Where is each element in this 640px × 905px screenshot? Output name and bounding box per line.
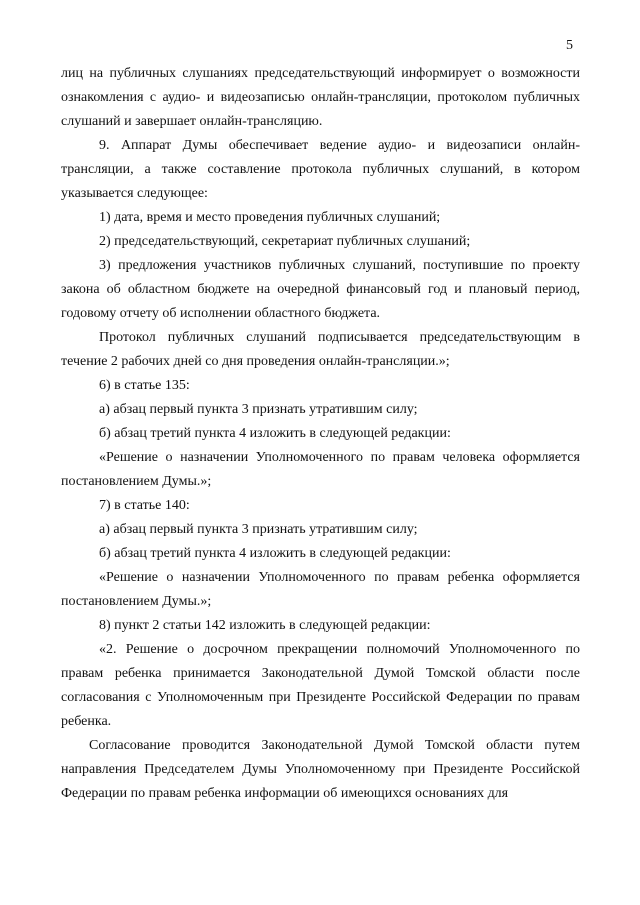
paragraph-1: лиц на публичных слушаниях председательствующий информирует о возможности ознакомления с аудио- и видеозаписью онлайн-трансляции, протоколом публичных слушаний и завершает онлайн-трансляцию. — [61, 66, 580, 129]
article-140-item-b: б) абзац третий пункта 4 изложить в следующей редакции: — [99, 546, 451, 561]
list-item-3: 3) предложения участников публичных слушаний, поступившие по проекту закона об областном бюджете на очередной финансовый год и плановый период, годовому отчету об исполнении областного бюджета. — [61, 258, 580, 321]
paragraph-2: 9. Аппарат Думы обеспечивает ведение аудио- и видеозаписи онлайн-трансляции, а также составление протокола публичных слушаний, в котором указывается следующее: — [61, 138, 580, 201]
article-140-quote: «Решение о назначении Уполномоченного по правам ребенка оформляется постановлением Думы.»; — [61, 570, 580, 609]
article-135-quote: «Решение о назначении Уполномоченного по правам человека оформляется постановлением Думы.»; — [61, 450, 580, 489]
list-item-1: 1) дата, время и место проведения публичных слушаний; — [99, 210, 441, 225]
agreement-paragraph: Согласование проводится Законодательной Думой Томской области путем направления Председателем Думы Уполномоченному при Президенте Российской Федерации по правам ребенка информации об имеющихся основаниях для — [61, 738, 580, 801]
page-number: 5 — [566, 38, 573, 53]
article-135-heading: 6) в статье 135: — [99, 378, 190, 393]
article-135-item-b: б) абзац третий пункта 4 изложить в следующей редакции: — [99, 426, 451, 441]
article-135-item-a: а) абзац первый пункта 3 признать утратившим силу; — [99, 402, 418, 417]
article-140-item-a: а) абзац первый пункта 3 признать утратившим силу; — [99, 522, 418, 537]
list-item-2: 2) председательствующий, секретариат публичных слушаний; — [99, 234, 471, 249]
article-140-heading: 7) в статье 140: — [99, 498, 190, 513]
article-142-quote: «2. Решение о досрочном прекращении полномочий Уполномоченного по правам ребенка принимается Законодательной Думой Томской области после согласования с Уполномоченным при Президенте Российской Федерации по правам ребенка. — [61, 642, 580, 729]
document-body — [61, 62, 580, 806]
protocol-paragraph: Протокол публичных слушаний подписывается председательствующим в течение 2 рабочих дней со дня проведения онлайн-трансляции.»; — [61, 330, 580, 369]
article-142-heading: 8) пункт 2 статьи 142 изложить в следующей редакции: — [99, 618, 431, 633]
